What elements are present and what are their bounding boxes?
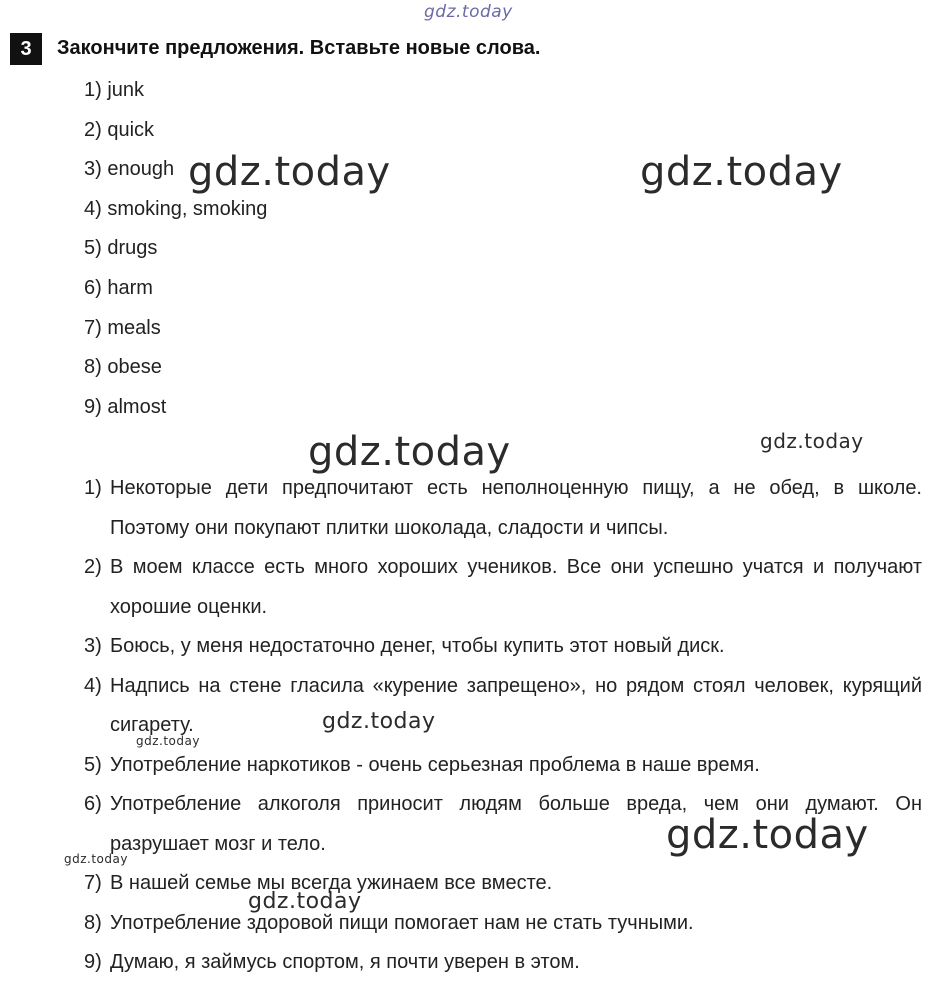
translation-number: 8) (84, 911, 102, 934)
translation-text: Боюсь, у меня недостаточно денег, чтобы купить этот новый диск. (110, 635, 725, 657)
translation-item (84, 746, 922, 786)
watermark: gdz.today (188, 149, 391, 195)
translation-text: В моем классе есть много хороших учеников. Все они успешно учатся и получают хорошие оценки. (110, 556, 922, 618)
translation-item (84, 548, 922, 627)
translation-item (84, 627, 922, 667)
translation-number: 6) (84, 793, 102, 815)
translation-list (84, 469, 922, 983)
translation-number: 1) (84, 477, 102, 499)
watermark: gdz.today (322, 709, 436, 734)
watermark-top: gdz.today (424, 2, 513, 22)
translation-item (84, 667, 922, 746)
translation-item (84, 904, 922, 944)
translation-number: 3) (84, 635, 102, 657)
answer-item: 3) enough (84, 158, 175, 181)
watermark: gdz.today (640, 149, 843, 195)
translation-text: Употребление наркотиков - очень серьезная проблема в наше время. (110, 753, 760, 776)
translation-text: Употребление алкоголя приносит людям больше вреда, чем они думают. Он разрушает мозг и тело. (110, 793, 922, 855)
answer-item: 6) harm (84, 276, 153, 299)
watermark: gdz.today (64, 852, 128, 866)
translation-item (84, 864, 922, 904)
task-title: Закончите предложения. Вставьте новые слова. (57, 37, 541, 59)
translation-number: 5) (84, 753, 102, 776)
watermark: gdz.today (308, 429, 511, 475)
task-number-badge: 3 (10, 33, 42, 65)
watermark: gdz.today (760, 429, 864, 453)
watermark: gdz.today (248, 889, 362, 914)
translation-number: 9) (84, 951, 102, 973)
answer-item: 5) drugs (84, 237, 158, 260)
translation-text: В нашей семье мы всегда ужинаем все вместе. (110, 872, 553, 894)
translation-text: Надпись на стене гласила «курение запрещено», но рядом стоял человек, курящий сигарету. (110, 674, 922, 736)
answer-item: 2) quick (84, 118, 155, 141)
translation-number: 2) (84, 556, 102, 578)
translation-text: Некоторые дети предпочитают есть неполноценную пищу, а не обед, в школе. Поэтому они покупают плитки шоколада, сладости и чипсы. (110, 477, 922, 539)
translation-number: 7) (84, 872, 102, 894)
watermark: gdz.today (136, 734, 200, 748)
answer-item: 1) junk (84, 79, 145, 101)
translation-text: Употребление здоровой пищи помогает нам не стать тучными. (110, 911, 694, 934)
translation-item (84, 469, 922, 548)
answer-item: 4) smoking, smoking (84, 197, 268, 220)
answer-item: 8) obese (84, 356, 162, 379)
translation-item (84, 943, 922, 983)
translation-text: Думаю, я займусь спортом, я почти уверен в этом. (110, 951, 580, 973)
watermark: gdz.today (666, 812, 869, 858)
answer-item: 7) meals (84, 316, 161, 339)
answer-list (84, 77, 267, 433)
answer-item: 9) almost (84, 395, 167, 418)
translation-number: 4) (84, 674, 102, 697)
